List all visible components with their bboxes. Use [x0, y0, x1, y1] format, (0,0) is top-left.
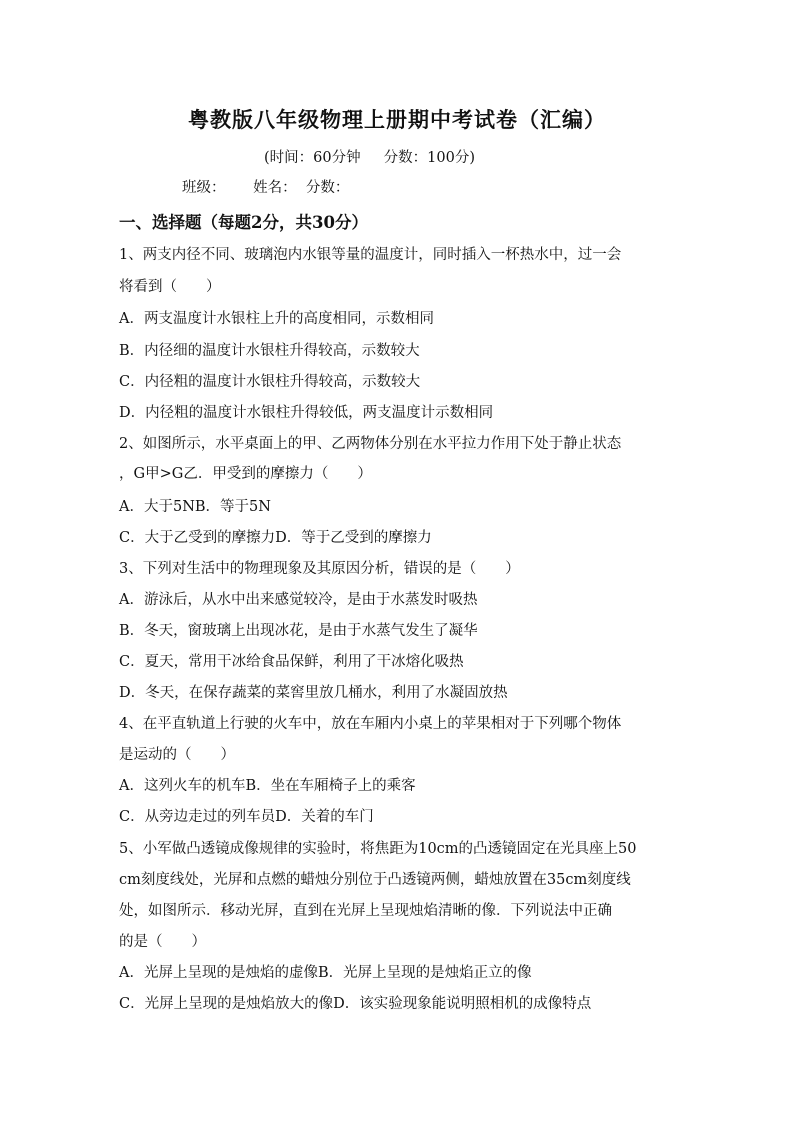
option-line: B．冬天，窗玻璃上出现冰花，是由于水蒸气发生了凝华 [119, 623, 478, 639]
option-line: D．冬天，在保存蔬菜的菜窖里放几桶水，利用了水凝固放热 [119, 685, 508, 701]
option-line: A．游泳后，从水中出来感觉较冷，是由于水蒸发时吸热 [119, 592, 478, 608]
option-line: D．内径粗的温度计水银柱升得较低，两支温度计示数相同 [119, 405, 494, 421]
option-line: C．从旁边走过的列车员D．关着的车门 [119, 809, 374, 825]
exam-total-score: 分数：100分) [383, 150, 475, 166]
question-line: 的是（ ） [119, 934, 206, 950]
option-line: C．大于乙受到的摩擦力D．等于乙受到的摩擦力 [119, 530, 432, 546]
option-line: A．两支温度计水银柱上升的高度相同，示数相同 [119, 311, 434, 327]
question-line: 3、下列对生活中的物理现象及其原因分析，错误的是（ ） [119, 561, 520, 577]
exam-title: 粤教版八年级物理上册期中考试卷（汇编） [188, 107, 606, 132]
option-line: B．内径细的温度计水银柱升得较高，示数较大 [119, 343, 420, 359]
option-line: C．内径粗的温度计水银柱升得较高，示数较大 [119, 374, 421, 390]
question-line: 处，如图所示．移动光屏，直到在光屏上呈现烛焰清晰的像．下列说法中正确 [119, 903, 612, 919]
question-line: 将看到（ ） [119, 279, 221, 295]
exam-meta [264, 146, 475, 167]
question-line: 是运动的（ ） [119, 747, 235, 763]
score-label: 分数： [305, 180, 350, 196]
exam-time: (时间：60分钟 [264, 150, 361, 166]
option-line: A．光屏上呈现的是烛焰的虚像B．光屏上呈现的是烛焰正立的像 [119, 965, 532, 981]
question-line: ，G甲>G乙．甲受到的摩擦力（ ） [119, 466, 372, 482]
option-line: C．夏天，常用干冰给食品保鲜，利用了干冰熔化吸热 [119, 654, 464, 670]
class-label: 班级： [182, 180, 226, 196]
student-info [182, 176, 349, 197]
option-line: C．光屏上呈现的是烛焰放大的像D．该实验现象能说明照相机的成像特点 [119, 996, 592, 1012]
name-label: 姓名： [253, 180, 297, 196]
section-heading-choice: 一、选择题（每题2分，共30分） [119, 213, 368, 232]
question-line: 4、在平直轨道上行驶的火车中，放在车厢内小桌上的苹果相对于下列哪个物体 [119, 716, 622, 732]
option-line: A．大于5NB．等于5N [119, 499, 271, 515]
question-line: 5、小军做凸透镜成像规律的实验时，将焦距为10cm的凸透镜固定在光具座上50 [119, 841, 637, 857]
question-line: 2、如图所示，水平桌面上的甲、乙两物体分别在水平拉力作用下处于静止状态 [119, 436, 622, 452]
option-line: A．这列火车的机车B．坐在车厢椅子上的乘客 [119, 778, 416, 794]
question-line: 1、两支内径不同、玻璃泡内水银等量的温度计，同时插入一杯热水中，过一会 [119, 247, 622, 263]
question-line: cm刻度线处，光屏和点燃的蜡烛分别位于凸透镜两侧，蜡烛放置在35cm刻度线 [119, 872, 631, 888]
